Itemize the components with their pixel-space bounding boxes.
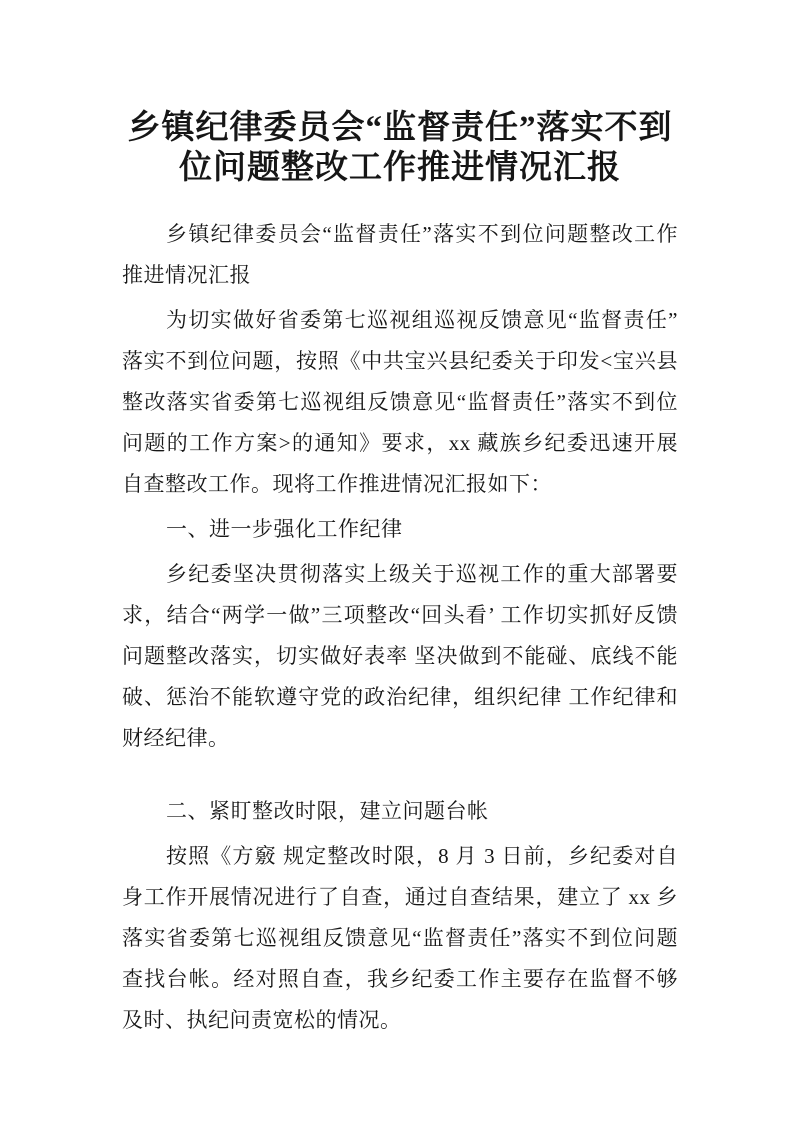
section-heading: 二、紧盯整改时限，建立问题台帐 — [166, 799, 489, 823]
paragraph: 乡纪委坚决贯彻落实上级关于巡视工作的重大部署要求，结合“两学一做”三项整改“回头看’ 工作切实抓好反馈问题整改落实，切实做好表率 坚决做到不能碰、底线不能破、惩治不能软遵守党的政治纪律，组织纪律 工作纪律和财经纪律。 — [122, 562, 678, 750]
section-heading: 一、进一步强化工作纪律 — [166, 517, 403, 541]
blank-line — [122, 763, 678, 791]
paragraph: 乡镇纪律委员会“监督责任”落实不到位问题整改工作推进情况汇报 — [122, 222, 678, 287]
document-title — [122, 108, 678, 188]
document-title-line-1: 乡镇纪律委员会“监督责任”落实不到 — [127, 110, 673, 146]
document-body — [122, 214, 678, 1041]
document-title-line-2: 位问题整改工作推进情况汇报 — [179, 150, 621, 186]
paragraph: 为切实做好省委第七巡视组巡视反馈意见“监督责任”落实不到位问题，按照《中共宝兴县纪委关于印发<宝兴县整改落实省委第七巡视组反馈意见“监督责任”落实不到位问题的工作方案>的通知》要求，xx 藏族乡纪委迅速开展自查整改工作。现将工作推进情况汇报如下： — [122, 308, 678, 496]
paragraph: 按照《方竅 规定整改时限，8 月 3 日前，乡纪委对自身工作开展情况进行了自查，通过自查结果，建立了 xx 乡落实省委第七巡视组反馈意见“监督责任”落实不到位问题查找台帐。经对照自查，我乡纪委工作主要存在监督不够及时、执纪问责宽松的情况。 — [122, 844, 678, 1032]
